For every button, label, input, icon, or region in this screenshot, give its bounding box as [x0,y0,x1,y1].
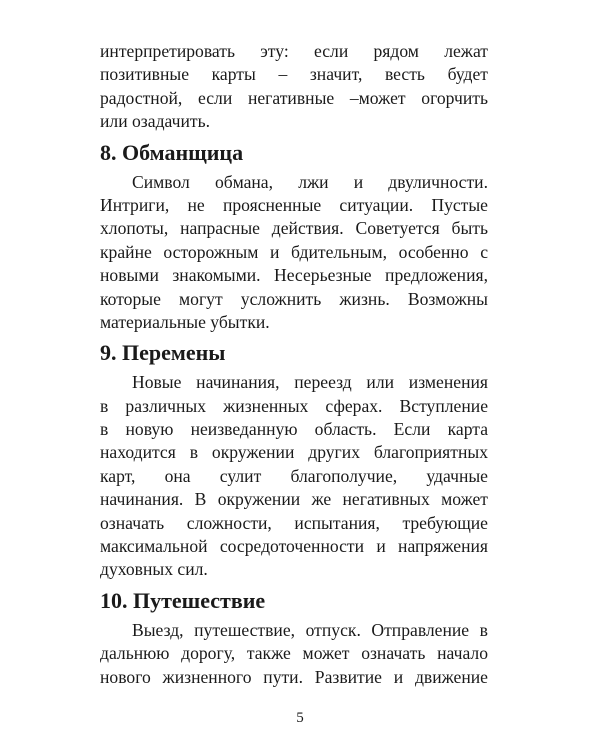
paragraph-line: материальные убытки. [100,311,270,332]
section-heading: 10. Путешествие [100,587,266,613]
paragraph-line: или озадачить. [100,111,210,132]
paragraph-line: крайне осторожным и бдительным, особенно с [100,241,488,262]
section-changes [100,336,488,582]
section-heading: 8. Обманщица [100,139,244,165]
paragraph-line: дальнюю дорогу, также может означать начало [100,643,488,664]
paragraph-line: в различных жизненных сферах. Вступление [100,395,488,416]
paragraph-line: радостной, если негативные –может огорчить [100,87,488,108]
paragraph-line: новыми знакомыми. Несерьезные предложения, [100,265,488,286]
paragraph-line: означать сложности, испытания, требующие [100,512,488,533]
section-heading: 9. Перемены [100,340,226,366]
paragraph-line: находится в окружении других благоприятных [100,442,488,463]
paragraph-line: Новые начинания, переезд или изменения [132,372,488,393]
paragraph-line: интерпретировать эту: если рядом лежат [100,41,488,61]
section-deceiver [100,136,488,335]
paragraph-line: карт, она сулит благополучие, удачные [100,465,488,486]
section-journey [100,584,488,689]
paragraph-line: Интриги, не проясненные ситуации. Пустые [100,194,488,215]
paragraph-line: нового жизненного пути. Развитие и движение [100,666,488,687]
paragraph-line: максимальной сосредоточенности и напряжения [100,536,488,557]
page-body [100,40,488,689]
paragraph-line: позитивные карты – значит, весть будет [100,64,488,85]
paragraph-line: Символ обмана, лжи и двуличности. [132,171,488,192]
intro-paragraph [100,40,488,134]
paragraph-line: которые могут усложнить жизнь. Возможны [100,288,488,309]
paragraph-line: в новую неизведанную область. Если карта [100,419,488,440]
page-number: 5 [296,710,304,726]
paragraph-line: духовных сил. [100,559,208,580]
paragraph-line: начинания. В окружении же негативных может [100,489,488,510]
paragraph-line: Выезд, путешествие, отпуск. Отправление в [132,619,488,640]
paragraph-line: хлопоты, напрасные действия. Советуется быть [100,218,488,239]
